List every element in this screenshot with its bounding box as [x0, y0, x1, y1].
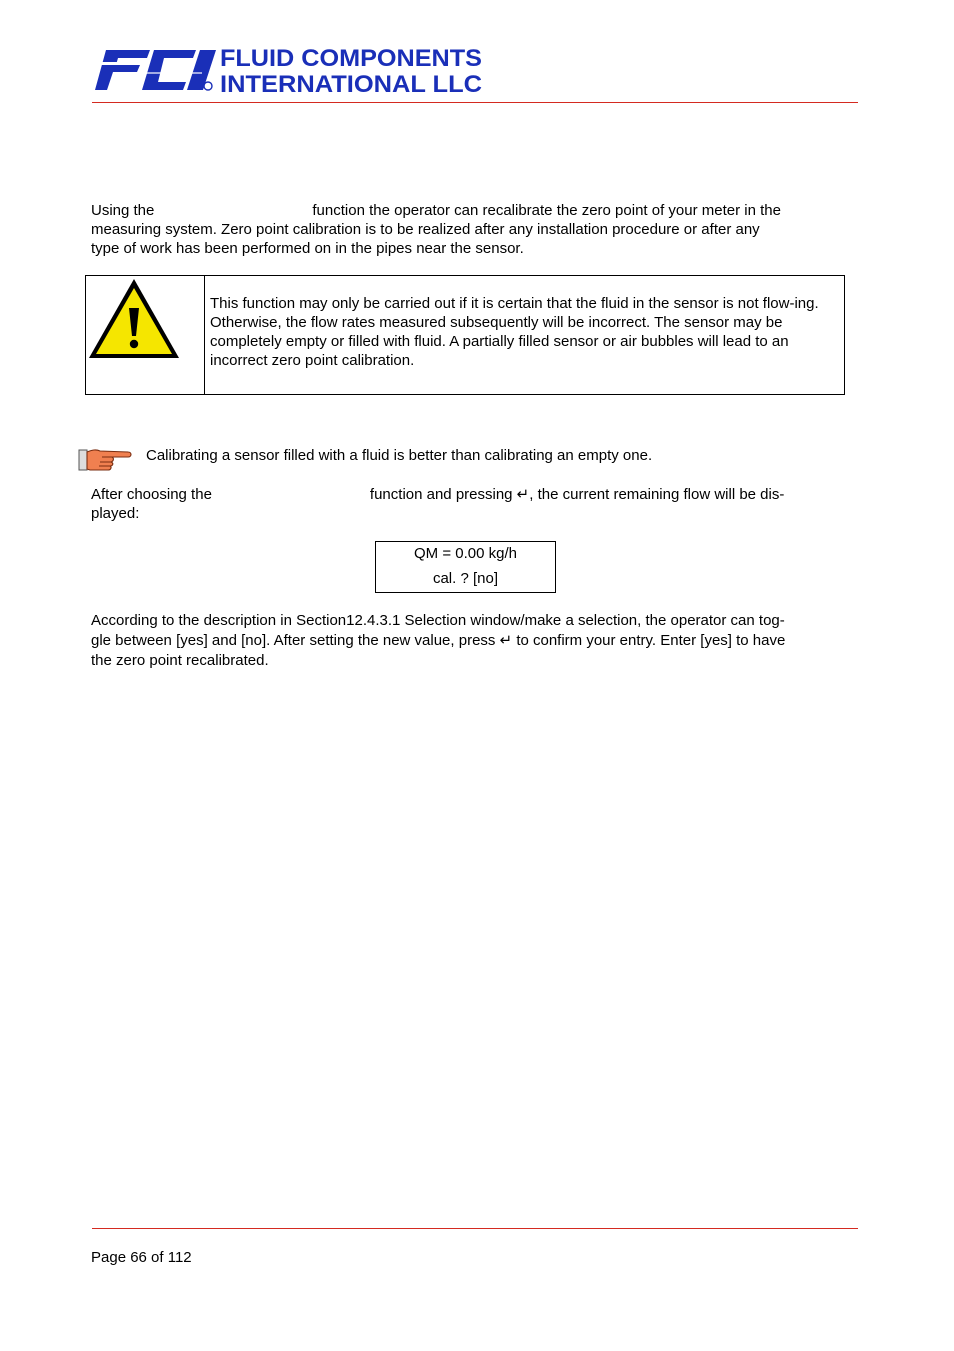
after-line1-start: After choosing the: [91, 486, 212, 503]
description-line2: gle between [yes] and [no]. After setting the new value, press ↵ to confirm your entry. Enter [yes] to have: [91, 632, 786, 649]
intro-paragraph: [91, 201, 836, 258]
description-line3: the zero point recalibrated.: [91, 652, 269, 669]
warning-divider: [204, 276, 205, 394]
pointing-hand-icon: [78, 444, 134, 474]
fci-logo-icon: [92, 44, 484, 96]
intro-line1-end: function the operator can recalibrate the zero point of your meter in the: [312, 202, 781, 219]
after-line1-end: function and pressing ↵, the current remaining flow will be dis-: [369, 486, 785, 503]
page-number: Page 66 of 112: [91, 1249, 192, 1266]
description-paragraph: [91, 611, 851, 671]
intro-line3: type of work has been performed on in the pipes near the sensor.: [91, 240, 524, 257]
logo-line1: FLUID COMPONENTS: [220, 45, 482, 72]
lcd-display-box: [375, 541, 556, 593]
logo-line2: INTERNATIONAL LLC: [220, 71, 482, 96]
display-line1: QM = 0.00 kg/h: [414, 545, 517, 562]
intro-line1-start: Using the: [91, 202, 155, 219]
footer-rule: [92, 1228, 858, 1229]
company-logo: [92, 44, 484, 96]
warning-box: [85, 275, 845, 395]
after-paragraph: [91, 485, 836, 523]
description-line1: According to the description in Section12.4.3.1 Selection window/make a selection, the operator can tog-: [91, 612, 785, 629]
display-line2: cal. ? [no]: [432, 570, 499, 587]
warning-text: This function may only be carried out if it is certain that the fluid in the sensor is not flow-ing. Otherwise, the flow rates measured subsequently will be incorrect. The sensor may be completely empty or filled with fluid. A partially filled sensor or air bubbles will lead to an incorrect zero point calibration.: [210, 295, 819, 369]
header-rule: [92, 102, 858, 103]
intro-line2: measuring system. Zero point calibration is to be realized after any installation procedure or after any: [91, 221, 760, 238]
note-text: Calibrating a sensor filled with a fluid is better than calibrating an empty one.: [146, 447, 653, 464]
after-line2: played:: [91, 505, 140, 522]
warning-triangle-icon: [86, 276, 182, 362]
